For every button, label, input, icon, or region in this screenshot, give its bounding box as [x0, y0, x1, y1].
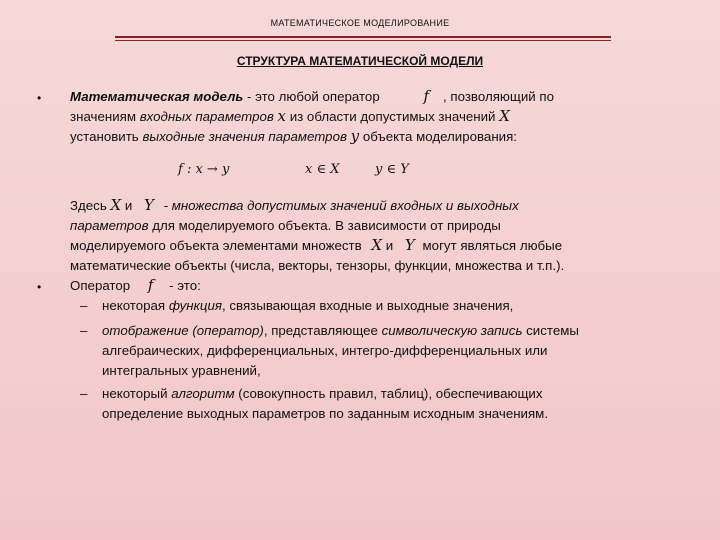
p2-line-2: параметров для моделируемого объекта. В зависимости от природы [70, 218, 501, 233]
dash-3: – [80, 386, 88, 401]
p2-line-4: математические объекты (числа, векторы, тензоры, функции, множества и т.п.). [70, 258, 565, 273]
p3-dash3-line-2: определение выходных параметров по заданным исходным значениям. [102, 406, 549, 421]
p2-line-1: Здесь X и Y - множества допустимых значений входных и выходных [70, 196, 519, 214]
dash-2: – [80, 323, 88, 338]
p1-line-2: значениям входных параметров x из области допустимых значений X [70, 107, 510, 125]
bullet-2: • [37, 280, 42, 294]
p3-dash2-line-3: интегральных уравнений, [102, 363, 261, 378]
p3-dash2-line-1: отображение (оператор), представляющее символическую запись системы [102, 323, 579, 338]
slide-header: МАТЕМАТИЧЕСКОЕ МОДЕЛИРОВАНИЕ [270, 18, 450, 28]
dash-1: – [80, 298, 88, 313]
p3-line-1: Оператор f - это: [70, 276, 201, 294]
p2-line-3: моделируемого объекта элементами множеств X и Y могут являться любые [70, 236, 563, 254]
p1-line-3: установить выходные значения параметров y объекта моделирования: [70, 127, 517, 145]
formula-y-in-Y: y ∈ Y [375, 162, 409, 177]
p3-dash3-line-1: некоторый алгоритм (совокупность правил, таблиц), обеспечивающих [102, 386, 543, 401]
bullet-1: • [37, 91, 42, 105]
p3-dash1-line: некоторая функция, связывающая входные и выходные значения, [102, 298, 514, 313]
formula-x-in-X: x ∈ X [305, 162, 340, 177]
p3-dash2-line-2: алгебраических, дифференциальных, интегро-дифференциальных или [102, 343, 548, 358]
slide-title: СТРУКТУРА МАТЕМАТИЧЕСКОЙ МОДЕЛИ [236, 54, 484, 68]
p1-line-1: Математическая модель - это любой оператор f , позволяющий по [70, 87, 554, 105]
formula-mapping: f : x → y [178, 162, 230, 177]
